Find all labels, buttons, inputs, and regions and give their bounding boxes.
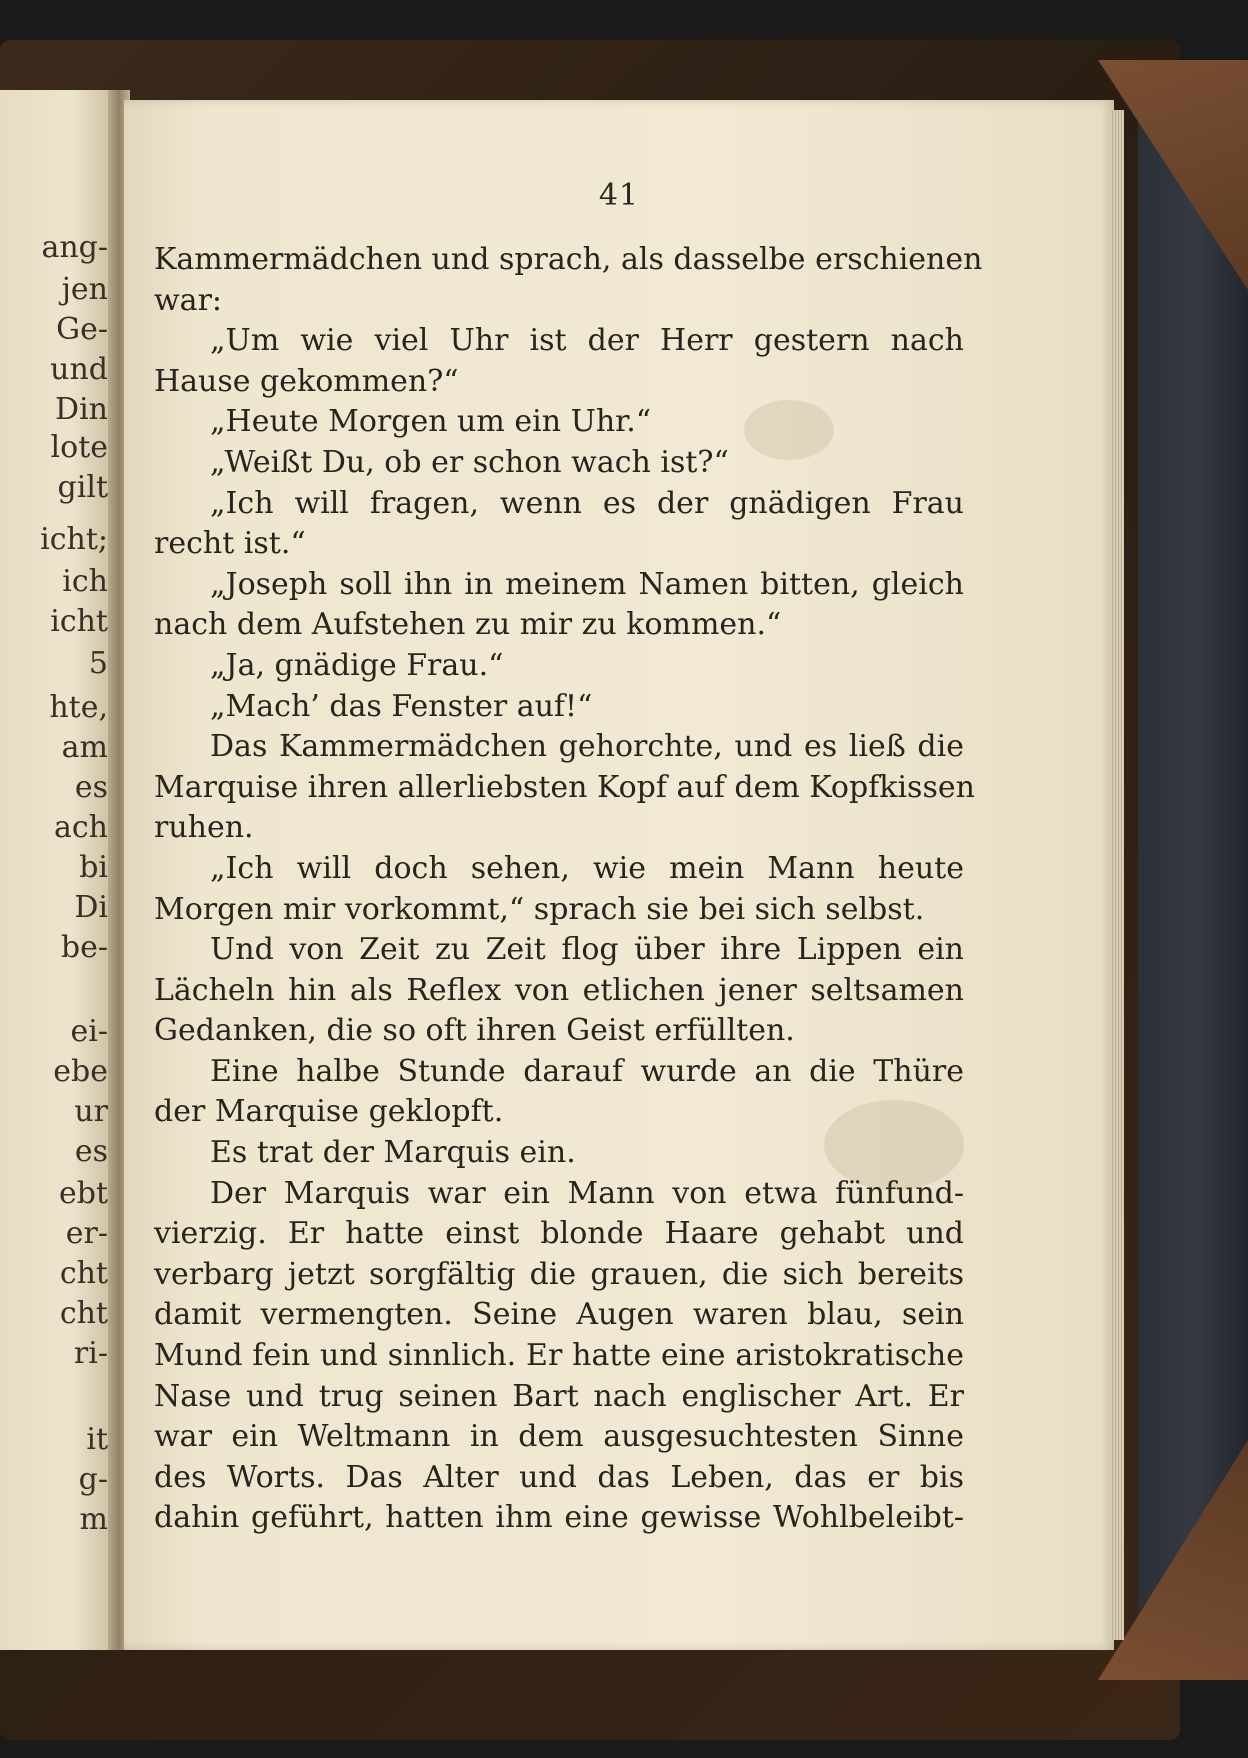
left-page-fragment: ri-	[73, 1336, 108, 1371]
text-line: „Heute Morgen um ein Uhr.“	[210, 404, 652, 440]
text-line: Es trat der Marquis ein.	[210, 1135, 576, 1171]
left-page-fragment: icht	[50, 604, 108, 639]
text-line: „Mach’ das Fenster auf!“	[210, 688, 593, 724]
left-page-fragment: jen	[61, 272, 108, 307]
left-page-fragment: be-	[60, 930, 108, 965]
text-line: Morgen mir vorkommt,“ sprach sie bei sich selbst.	[154, 891, 925, 927]
text-line: Der Marquis war ein Mann von etwa fünfund-	[210, 1175, 964, 1211]
text-line: der Marquise geklopft.	[154, 1094, 504, 1130]
left-page-fragment: ach	[53, 810, 108, 845]
text-line: „Ich will doch sehen, wie mein Mann heute	[210, 850, 964, 886]
left-page-fragment: gilt	[57, 470, 108, 505]
text-line: „Weißt Du, ob er schon wach ist?“	[210, 444, 729, 480]
right-page	[124, 100, 1114, 1650]
page-number: 41	[598, 178, 640, 213]
left-page-fragment: cht	[59, 1296, 108, 1331]
left-page-fragment: Ge-	[56, 312, 108, 347]
cover-leather-spine	[1138, 60, 1248, 1680]
left-page-fragment: bi	[79, 850, 108, 885]
text-line: war:	[154, 282, 223, 318]
text-line: Gedanken, die so oft ihren Geist erfüllten.	[154, 1013, 795, 1049]
left-page-fragment: am	[61, 730, 108, 765]
left-page-fragment: ei-	[70, 1014, 108, 1049]
text-line: war ein Weltmann in dem ausgesuchtesten Sinne	[154, 1419, 964, 1455]
left-page-fragment: hte,	[49, 690, 108, 725]
left-page-fragment: lote	[50, 430, 108, 465]
text-line: „Um wie viel Uhr ist der Herr gestern nach	[210, 323, 964, 359]
text-line: nach dem Aufstehen zu mir zu kommen.“	[154, 607, 782, 643]
left-page-fragment: es	[74, 770, 108, 805]
text-line: „Ich will fragen, wenn es der gnädigen Frau	[210, 485, 964, 521]
text-line: Nase und trug seinen Bart nach englischer Art. Er	[154, 1378, 964, 1414]
text-line: recht ist.“	[154, 526, 306, 562]
left-page-fragment: it	[86, 1422, 108, 1457]
left-page-fragment: ur	[74, 1094, 108, 1129]
text-line: Das Kammermädchen gehorchte, und es ließ die	[210, 729, 964, 765]
left-page-fragment: ebt	[58, 1176, 108, 1211]
text-line: „Joseph soll ihn in meinem Namen bitten, gleich	[210, 566, 964, 602]
left-page-fragment: ich	[62, 564, 108, 599]
text-line: dahin geführt, hatten ihm eine gewisse Wohlbeleibt-	[154, 1500, 964, 1536]
left-page-fragment: icht;	[40, 522, 108, 557]
text-line: Kammermädchen und sprach, als dasselbe erschienen	[154, 242, 983, 277]
left-page-fragment: und	[50, 352, 108, 387]
text-line: Lächeln hin als Reflex von etlichen jener seltsamen	[154, 972, 964, 1008]
text-line: Eine halbe Stunde darauf wurde an die Thüre	[210, 1053, 964, 1089]
text-line: damit vermengten. Seine Augen waren blau, sein	[154, 1297, 964, 1333]
left-page-fragment: m	[79, 1502, 108, 1537]
text-line: des Worts. Das Alter und das Leben, das er bis	[154, 1459, 964, 1495]
page-text	[154, 240, 983, 1539]
left-page-fragment: ebe	[53, 1054, 108, 1089]
left-page-fragment: es	[74, 1134, 108, 1169]
left-page-fragment: cht	[59, 1256, 108, 1291]
left-page-fragment: 5	[88, 646, 108, 681]
text-line: „Ja, gnädige Frau.“	[210, 647, 504, 683]
text-line: ruhen.	[154, 810, 254, 846]
text-line: vierzig. Er hatte einst blonde Haare gehabt und	[154, 1216, 964, 1252]
text-line: Und von Zeit zu Zeit flog über ihre Lippen ein	[210, 932, 964, 968]
left-page-fragment: Di	[74, 890, 108, 925]
left-page-fragment: ang-	[41, 230, 108, 265]
text-line: Mund fein und sinnlich. Er hatte eine aristokratische	[154, 1338, 964, 1374]
left-page-edge	[0, 90, 118, 1650]
text-line: Hause gekommen?“	[154, 363, 459, 399]
left-page-fragment: g-	[78, 1462, 108, 1497]
left-page-fragment: er-	[65, 1216, 108, 1251]
text-line: verbarg jetzt sorgfältig die grauen, die sich bereits	[154, 1256, 964, 1292]
page-edges	[1110, 110, 1124, 1640]
left-page-fragment: Din	[55, 392, 108, 427]
text-line: Marquise ihren allerliebsten Kopf auf dem Kopfkissen	[154, 769, 975, 805]
